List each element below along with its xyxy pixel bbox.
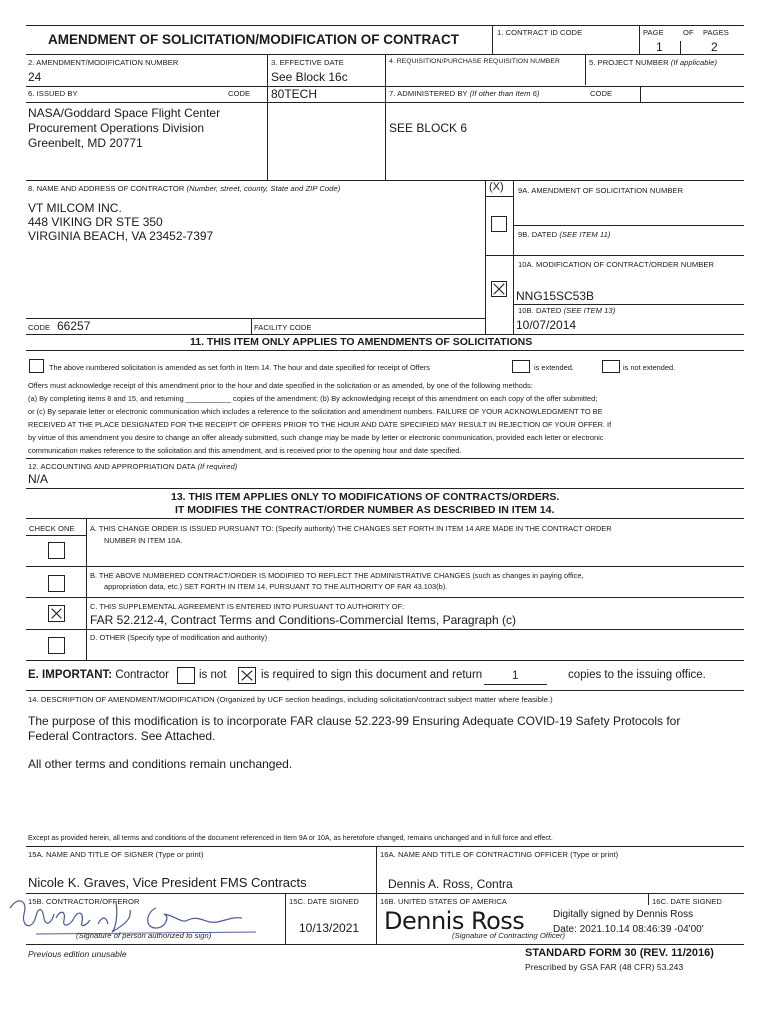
effective-date-value: See Block 16c xyxy=(271,70,348,84)
issuer-line-1: NASA/Goddard Space Flight Center xyxy=(28,106,221,120)
page-number: 1 xyxy=(656,40,663,54)
date-signed-15c-value: 10/13/2021 xyxy=(299,921,360,935)
dated-9b-label: 9B. DATED (SEE ITEM 11) xyxy=(518,230,611,239)
pages-label: PAGES xyxy=(703,28,729,37)
item13-title-2: IT MODIFIES THE CONTRACT/ORDER NUMBER AS DESCRIBED IN ITEM 14. xyxy=(175,504,555,516)
item13-a-line2: NUMBER IN ITEM 10A. xyxy=(104,536,183,545)
x-column-label: (X) xyxy=(489,181,504,193)
administered-code-label: CODE xyxy=(590,89,613,98)
except-text: Except as provided herein, all terms and conditions of the document referenced in Item 9A or 10A, as heretofore changed, remains unchanged and in full force and effect. xyxy=(28,835,553,842)
contractor-line-2: 448 VIKING DR STE 350 xyxy=(28,215,163,229)
signer-value: Nicole K. Graves, Vice President FMS Contracts xyxy=(28,875,307,890)
digital-signature-line-1: Digitally signed by Dennis Ross xyxy=(553,909,694,920)
check-one-label: CHECK ONE xyxy=(29,524,75,533)
important-is-required: is required to sign this document and return xyxy=(261,669,483,681)
digital-signature-line-2: Date: 2021.10.14 08:46:39 -04'00' xyxy=(553,924,704,935)
contractor-code-value: 66257 xyxy=(57,319,91,333)
checkbox-9a[interactable] xyxy=(491,216,507,232)
footer-prescribed: Prescribed by GSA FAR (48 CFR) 53.243 xyxy=(525,962,684,972)
contractor-label: 8. NAME AND ADDRESS OF CONTRACTOR (Number, street, county, State and ZIP Code) xyxy=(28,184,341,193)
amendment-number-label: 2. AMENDMENT/MODIFICATION NUMBER xyxy=(28,58,179,67)
checkbox-13c[interactable] xyxy=(48,605,65,622)
item13-a-line1: A. THIS CHANGE ORDER IS ISSUED PURSUANT TO: (Specify authority) THE CHANGES SET FORTH IN ITEM 14 ARE MADE IN THE CONTRACT ORDER xyxy=(90,524,612,533)
officer-signature-caption: (Signature of Contracting Officer) xyxy=(452,931,566,940)
form-title: AMENDMENT OF SOLICITATION/MODIFICATION OF CONTRACT xyxy=(48,32,459,47)
important-label: E. IMPORTANT: xyxy=(28,669,113,681)
footer-previous: Previous edition unusable xyxy=(28,949,127,959)
item13-title-1: 13. THIS ITEM APPLIES ONLY TO MODIFICATIONS OF CONTRACTS/ORDERS. xyxy=(171,491,560,503)
item13-c-value: FAR 52.212-4, Contract Terms and Conditions-Commercial Items, Paragraph (c) xyxy=(90,613,516,627)
facility-code-label: FACILITY CODE xyxy=(254,323,312,332)
item11-para-2: (a) By completing items 8 and 15, and returning ___________ copies of the amendment; (b) By acknowledging receipt of this amendment on each copy of the offer submitted; xyxy=(28,394,598,403)
footer-standard-form: STANDARD FORM 30 (REV. 11/2016) xyxy=(525,947,714,959)
checkbox-important-is-not[interactable] xyxy=(177,667,195,684)
project-number-label: 5. PROJECT NUMBER (If applicable) xyxy=(589,58,718,67)
signer-label: 15A. NAME AND TITLE OF SIGNER (Type or print) xyxy=(28,850,204,859)
page-label: PAGE xyxy=(643,28,664,37)
contractor-offeror-label: 15B. CONTRACTOR/OFFEROR xyxy=(28,897,140,906)
is-extended-label: is extended. xyxy=(534,363,574,372)
issued-by-label: 6. ISSUED BY xyxy=(28,89,78,98)
item13-b-line1: B. THE ABOVE NUMBERED CONTRACT/ORDER IS MODIFIED TO REFLECT THE ADMINISTRATIVE CHANGES (such as changes in paying office, xyxy=(90,571,584,580)
contractor-line-1: VT MILCOM INC. xyxy=(28,201,122,215)
item14-para2: All other terms and conditions remain unchanged. xyxy=(28,757,293,771)
modification-10a-label: 10A. MODIFICATION OF CONTRACT/ORDER NUMBER xyxy=(518,260,715,269)
checkmark-x-icon xyxy=(49,606,64,621)
checkbox-13a[interactable] xyxy=(48,542,65,559)
checkmark-x-icon xyxy=(492,282,506,296)
item11-para-5: by virtue of this amendment you desire to change an offer already submitted, such change may be made by letter or electronic communication, provided each letter or electronic xyxy=(28,433,604,442)
dated-10b-label: 10B. DATED (SEE ITEM 13) xyxy=(518,306,616,315)
checkbox-important-is-required[interactable] xyxy=(238,667,256,684)
issued-by-code-value: 80TECH xyxy=(271,87,318,101)
administered-by-value: SEE BLOCK 6 xyxy=(389,121,468,135)
item11-para-6: communication makes reference to the solicitation and this amendment, and is received prior to the opening hour and date specified. xyxy=(28,446,462,455)
issuer-line-2: Procurement Operations Division xyxy=(28,121,205,135)
modification-10a-value: NNG15SC53B xyxy=(516,289,595,303)
important-contractor: Contractor xyxy=(115,669,170,681)
item11-para-4: RECEIVED AT THE PLACE DESIGNATED FOR THE RECEIPT OF OFFERS PRIOR TO THE HOUR AND DATE SPECIFIED MAY RESULT IN REJECTION OF YOUR OFFER. If xyxy=(28,420,612,429)
administered-by-label: 7. ADMINISTERED BY (If other than Item 6) xyxy=(389,89,540,98)
item14-para1-line2: Federal Contractors. See Attached. xyxy=(28,729,216,743)
item13-c-line1: C. THIS SUPPLEMENTAL AGREEMENT IS ENTERED INTO PURSUANT TO AUTHORITY OF: xyxy=(90,602,405,611)
is-not-extended-label: is not extended. xyxy=(623,363,676,372)
dated-10b-value: 10/07/2014 xyxy=(516,318,577,332)
checkbox-is-extended[interactable] xyxy=(512,360,530,373)
item11-title: 11. THIS ITEM ONLY APPLIES TO AMENDMENTS OF SOLICITATIONS xyxy=(190,336,533,348)
checkbox-13b[interactable] xyxy=(48,575,65,592)
issued-by-code-label: CODE xyxy=(228,89,251,98)
date-signed-15c-label: 15C. DATE SIGNED xyxy=(289,897,359,906)
amendment-number-value: 24 xyxy=(28,70,42,84)
item11-para-1: Offers must acknowledge receipt of this amendment prior to the hour and date specified in the solicitation or as amended, by one of the following methods: xyxy=(28,381,533,390)
total-pages: 2 xyxy=(711,40,718,54)
requisition-label: 4. REQUISITION/PURCHASE REQUISITION NUMBER xyxy=(389,58,560,65)
officer-label: 16A. NAME AND TITLE OF CONTRACTING OFFICER (Type or print) xyxy=(380,850,619,859)
issuer-line-3: Greenbelt, MD 20771 xyxy=(28,136,143,150)
usa-label: 16B. UNITED STATES OF AMERICA xyxy=(380,897,507,906)
contract-id-code-label: 1. CONTRACT ID CODE xyxy=(497,28,583,37)
date-signed-16c-label: 16C. DATE SIGNED xyxy=(652,897,722,906)
accounting-label: 12. ACCOUNTING AND APPROPRIATION DATA (If required) xyxy=(28,462,238,471)
contractor-line-3: VIRGINIA BEACH, VA 23452-7397 xyxy=(28,229,214,243)
item14-para1-line1: The purpose of this modification is to incorporate FAR clause 52.223-99 Ensuring Adequate COVID-19 Safety Protocols for xyxy=(28,714,681,728)
important-copies-value: 1 xyxy=(512,670,519,682)
checkbox-item11[interactable] xyxy=(29,359,44,373)
of-label: OF xyxy=(683,28,694,37)
checkbox-13d[interactable] xyxy=(48,637,65,654)
signature-caption: (Signature of person authorized to sign) xyxy=(76,931,212,940)
important-is-not: is not xyxy=(199,669,227,681)
checkbox-10a[interactable] xyxy=(491,281,507,297)
item11-line1: The above numbered solicitation is amended as set forth in Item 14. The hour and date specified for receipt of Offers xyxy=(49,363,430,372)
important-copies-to: copies to the issuing office. xyxy=(568,669,706,681)
item13-b-line2: appropriation data, etc.) SET FORTH IN ITEM 14, PURSUANT TO THE AUTHORITY OF FAR 43.103(b). xyxy=(104,582,448,591)
officer-signature: Dennis Ross xyxy=(384,907,525,935)
officer-value: Dennis A. Ross, Contra xyxy=(388,877,513,891)
accounting-value: N/A xyxy=(28,472,49,486)
effective-date-label: 3. EFFECTIVE DATE xyxy=(271,58,344,67)
item14-label: 14. DESCRIPTION OF AMENDMENT/MODIFICATION (Organized by UCF section headings, including solicitation/contract subject matter where feasible.) xyxy=(28,695,553,704)
item13-d-line1: D. OTHER (Specify type of modification and authority) xyxy=(90,633,268,642)
item11-para-3: or (c) By separate letter or electronic communication which includes a reference to the solicitation and amendment numbers. FAILURE OF YOUR ACKNOWLEDGMENT TO BE xyxy=(28,407,603,416)
checkbox-is-not-extended[interactable] xyxy=(602,360,620,373)
contractor-code-label: CODE xyxy=(28,323,51,332)
important-row xyxy=(28,669,169,681)
checkmark-x-icon xyxy=(239,668,255,683)
amend-solicitation-label: 9A. AMENDMENT OF SOLICITATION NUMBER xyxy=(518,186,684,195)
